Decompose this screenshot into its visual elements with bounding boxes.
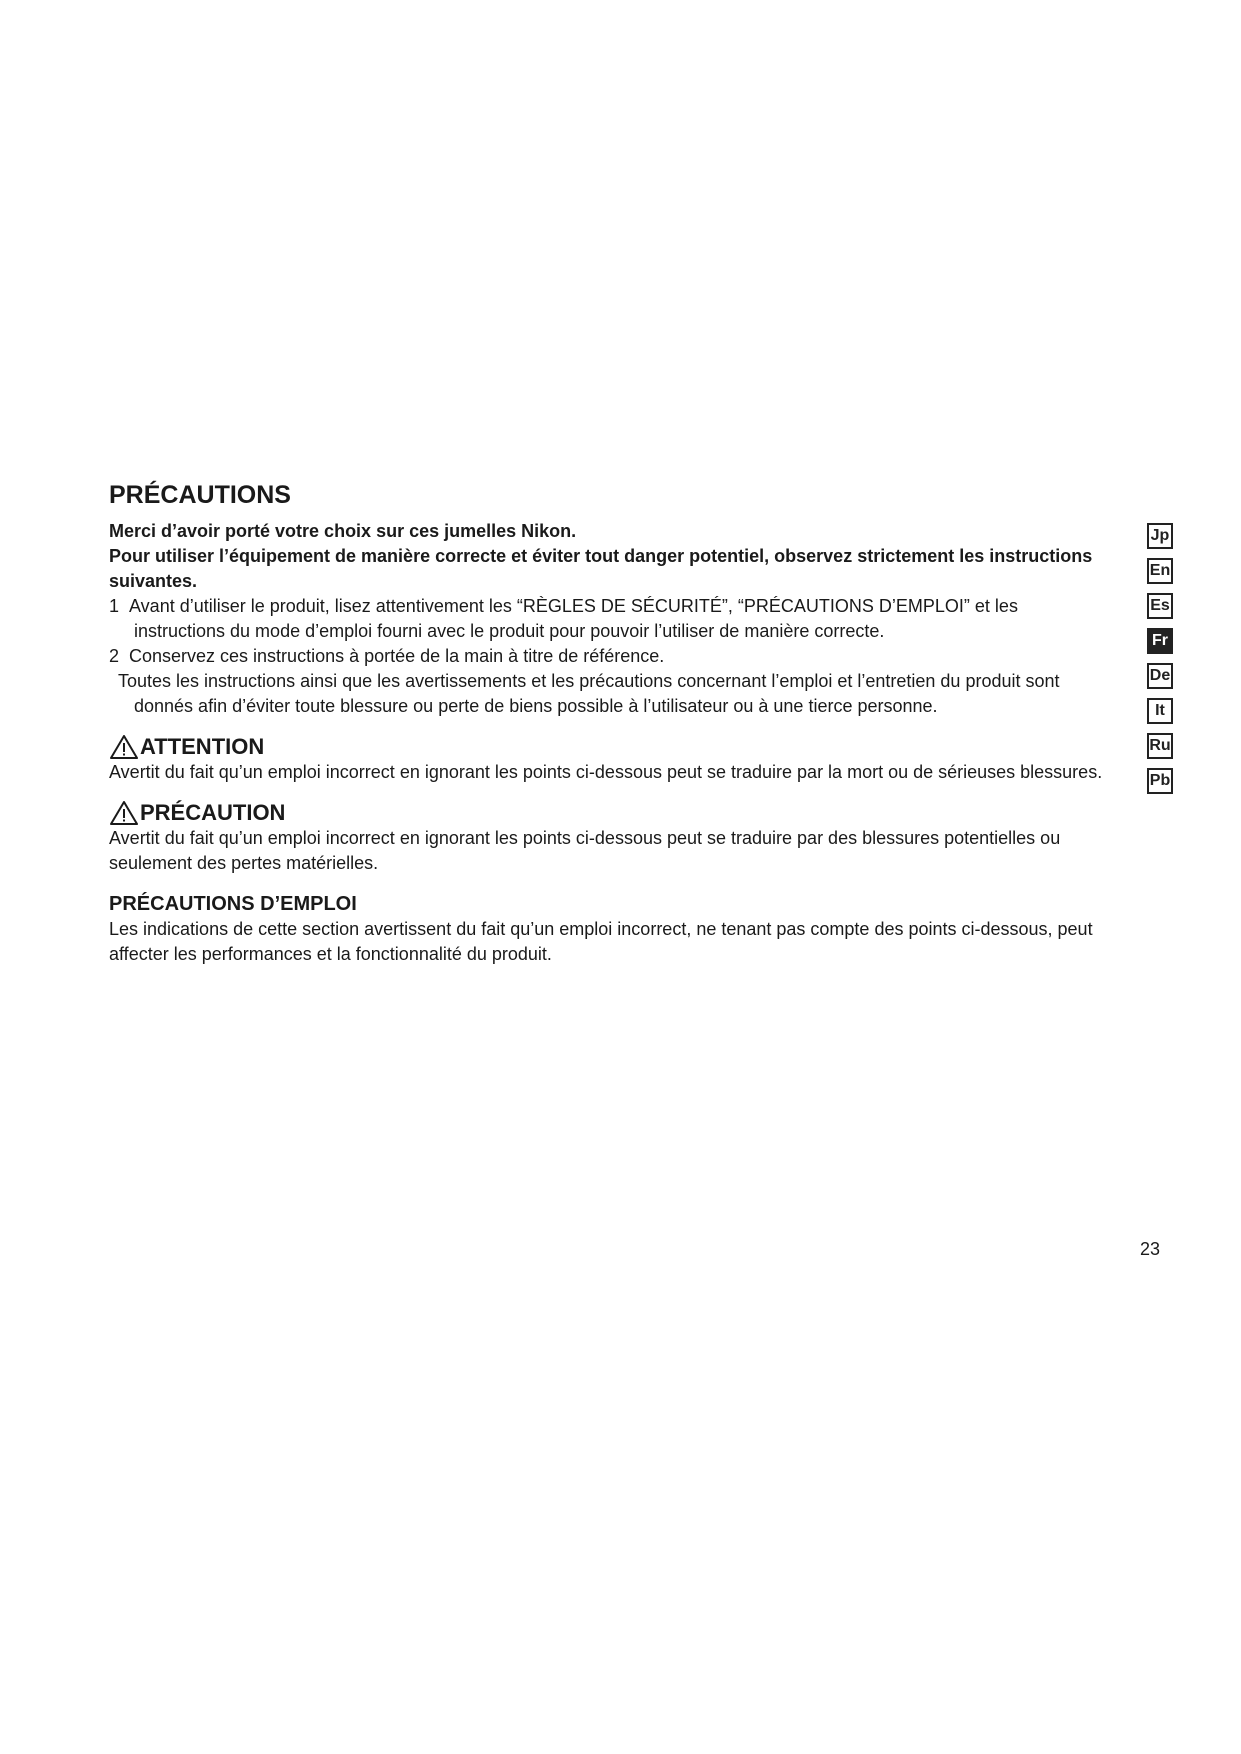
language-tab-jp[interactable]: Jp: [1147, 523, 1173, 549]
precaution-heading: [109, 800, 1109, 826]
language-tab-en[interactable]: En: [1147, 558, 1173, 584]
usage-heading: PRÉCAUTIONS D’EMPLOI: [109, 893, 357, 915]
item-number: 2: [109, 646, 120, 666]
warning-icon: [109, 800, 139, 826]
language-tabs: [1147, 523, 1173, 803]
page-number: 23: [1140, 1239, 1161, 1259]
precaution-text: Avertit du fait qu’un emploi incorrect en ignorant les points ci-dessous peut se traduire par des blessures potentielles ou seulement des pertes matérielles.: [109, 828, 1061, 873]
item-text: Conservez ces instructions à portée de la main à titre de référence.: [129, 646, 665, 666]
item-text: Avant d’utiliser le produit, lisez attentivement les “RÈGLES DE SÉCURITÉ”, “PRÉCAUTIONS D’EMPLOI” et les instructions du mode d’emploi fourni avec le produit pour pouvoir l’utiliser de manière correcte.: [129, 596, 1018, 641]
attention-heading: [109, 734, 1109, 760]
general-note: Toutes les instructions ainsi que les avertissements et les précautions concernant l’emploi et l’entretien du produit sont donnés afin d’éviter toute blessure ou perte de biens possible à l’utilisateur ou à une tierce personne.: [118, 671, 1060, 716]
list-item: [109, 594, 1109, 644]
language-tab-pb[interactable]: Pb: [1147, 768, 1173, 794]
attention-text: Avertit du fait qu’un emploi incorrect en ignorant les points ci-dessous peut se traduire par la mort ou de sérieuses blessures.: [109, 762, 1103, 782]
intro-instructions: Pour utiliser l’équipement de manière correcte et éviter tout danger potentiel, observez strictement les instructions suivantes.: [109, 546, 1093, 591]
language-tab-ru[interactable]: Ru: [1147, 733, 1173, 759]
list-item: [109, 644, 1109, 669]
item-number: 1: [109, 596, 120, 616]
attention-heading-label: ATTENTION: [140, 734, 265, 759]
page-title: PRÉCAUTIONS: [109, 481, 291, 509]
warning-icon: [109, 734, 139, 760]
language-tab-de[interactable]: De: [1147, 663, 1173, 689]
precaution-heading-label: PRÉCAUTION: [140, 800, 286, 825]
language-tab-es[interactable]: Es: [1147, 593, 1173, 619]
language-tab-fr[interactable]: Fr: [1147, 628, 1173, 654]
main-content: [109, 480, 1109, 967]
usage-text: Les indications de cette section avertissent du fait qu’un emploi incorrect, ne tenant pas compte des points ci-dessous, peut affecter les performances et la fonctionnalité du produit.: [109, 919, 1093, 964]
intro-thanks: Merci d’avoir porté votre choix sur ces jumelles Nikon.: [109, 521, 577, 541]
language-tab-it[interactable]: It: [1147, 698, 1173, 724]
